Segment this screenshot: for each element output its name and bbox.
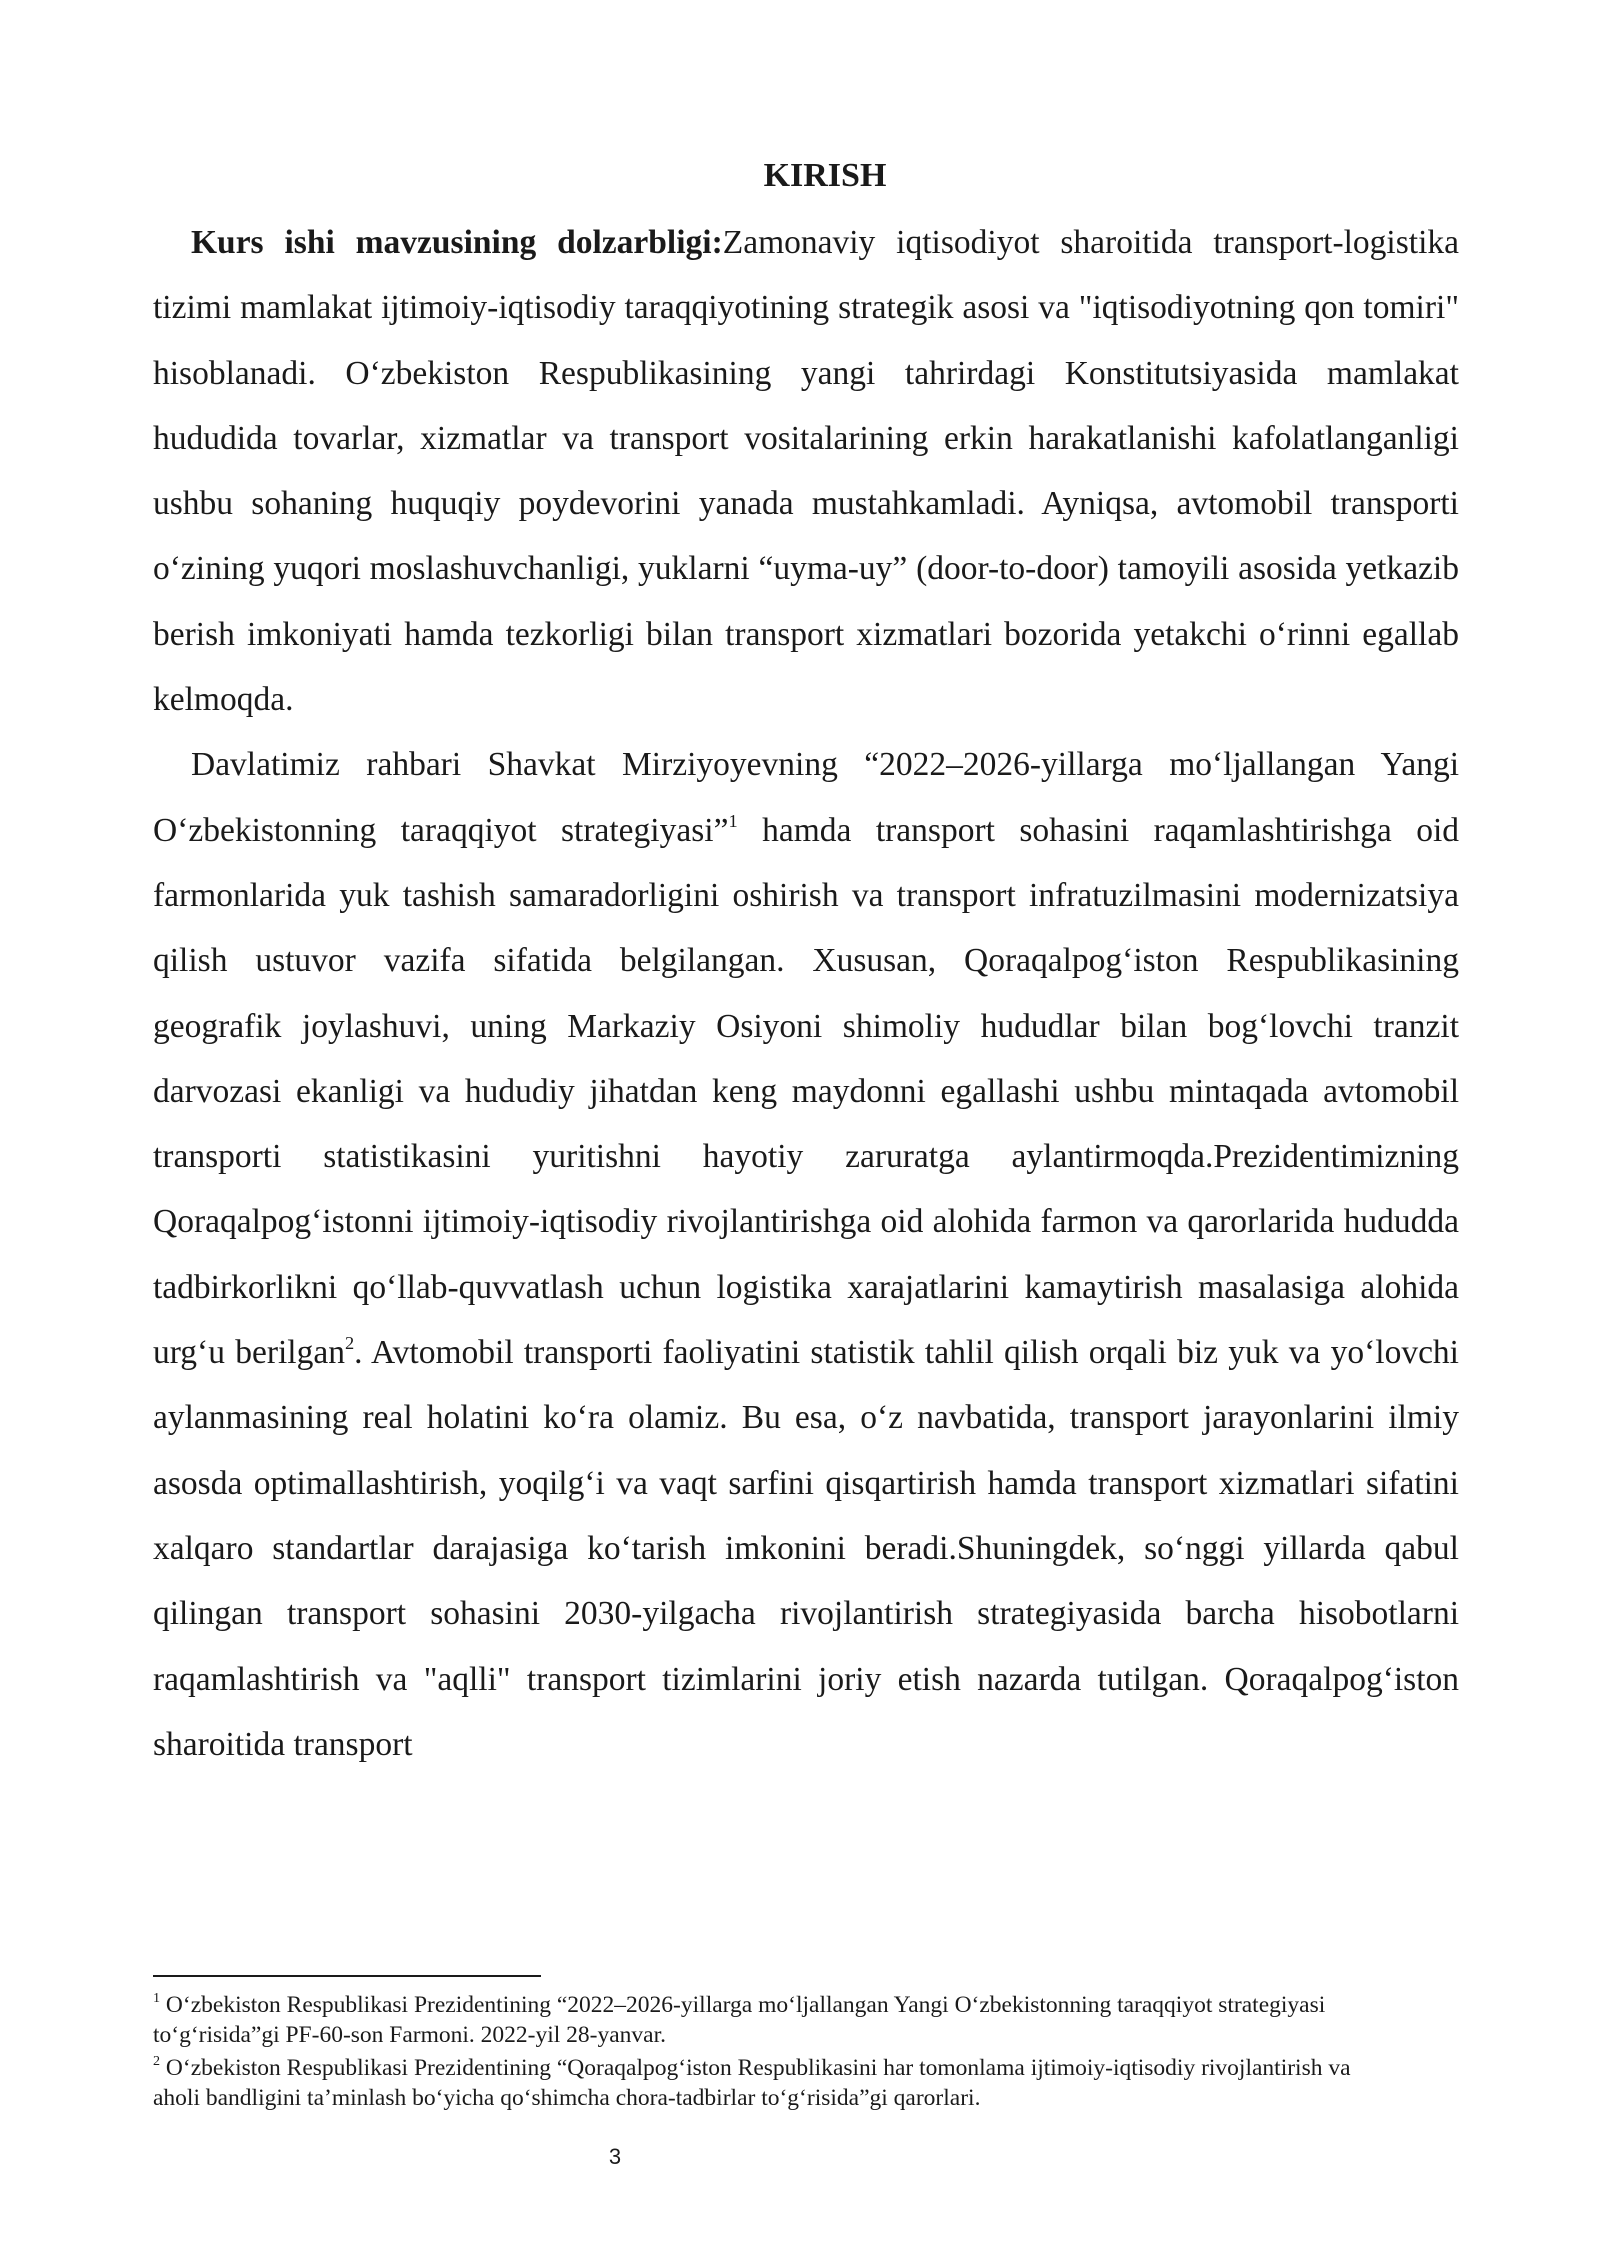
- paragraph-lead: Kurs ishi mavzusining dolzarbligi:: [191, 224, 723, 261]
- footnote-text: O‘zbekiston Respublikasi Prezidentining “2022–2026-yillarga mo‘ljallangan Yangi O‘zbekistonning taraqqiyot strategiyasi to‘g‘risida”gi PF-60-son Farmoni. 2022-yil 28-yanvar.: [153, 1992, 1326, 2048]
- paragraph-strategy: [153, 732, 1459, 1777]
- footnote-1: [153, 1990, 1393, 2050]
- footnote-ref-1[interactable]: 1: [728, 810, 738, 831]
- footnote-2: [153, 2053, 1393, 2113]
- paragraph-text: hamda transport sohasini raqamlashtirishga oid farmonlarida yuk tashish samaradorligini oshirish va transport infratuzilmasini modernizatsiya qilish ustuvor vazifa sifatida belgilangan. Xususan, Qoraqalpog‘iston Respublikasining geografik joylashuvi, uning Markaziy Osiyoni shimoliy hududlar bilan bog‘lovchi tranzit darvozasi ekanligi va hududiy jihatdan keng maydonni egallashi ushbu mintaqada avtomobil transporti statistikasini yuritishni hayotiy zaruratga aylantirmoqda.Prezidentimizning Qoraqalpog‘istonni ijtimoiy-iqtisodiy rivojlantirishga oid alohida farmon va qarorlarida hududda tadbirkorlikni qo‘llab-quvvatlash uchun logistika xarajatlarini kamaytirish masalasiga alohida urg‘u berilgan: [153, 811, 1460, 1372]
- paragraph-text: . Avtomobil transporti faoliyatini statistik tahlil qilish orqali biz yuk va yo‘lovchi aylanmasining real holatini ko‘ra olamiz. Bu esa, o‘z navbatida, transport jarayonlarini ilmiy asosda optimallashtirish, yoqilg‘i va vaqt sarfini qisqartirish hamda transport xizmatlari sifatini xalqaro standartlar darajasiga ko‘tarish imkonini beradi.Shuningdek, so‘nggi yillarda qabul qilingan transport sohasini 2030-yilgacha rivojlantirish strategiyasida barcha hisobotlarni raqamlashtirish va "aqlli" transport tizimlarini joriy etish nazarda tutilgan. Qoraqalpog‘iston sharoitida transport: [153, 1334, 1459, 1763]
- page-number: 3: [608, 2144, 622, 2169]
- footnotes: [153, 1990, 1393, 2116]
- paragraph-text: Zamonaviy iqtisodiyot sharoitida transport-logistika tizimi mamlakat ijtimoiy-iqtisodiy taraqqiyotining strategik asosi va "iqtisodiyotning qon tomiri" hisoblanadi. O‘zbekiston Respublikasining yangi tahrirdagi Konstitutsiyasida mamlakat hududida tovarlar, xizmatlar va transport vositalarining erkin harakatlanishi kafolatlanganligi ushbu sohaning huquqiy poydevorini yanada mustahkamladi. Ayniqsa, avtomobil transporti o‘zining yuqori moslashuvchanligi, yuklarni “uyma-uy” (door-to-door) tamoyili asosida yetkazib berish imkoniyati hamda tezkorligi bilan transport xizmatlari bozorida yetakchi o‘rinni egallab kelmoqda.: [153, 224, 1459, 719]
- footnote-mark: 1: [153, 1990, 161, 2007]
- footnote-ref-2[interactable]: 2: [344, 1333, 355, 1354]
- body-text: [153, 210, 1459, 1777]
- paragraph-text: Davlatimiz rahbari Shavkat Mirziyoyevning “2022–2026-yillarga mo‘ljallangan Yangi O‘zbekistonning taraqqiyot strategiyasi”: [153, 746, 1459, 849]
- section-title: KIRISH: [763, 157, 887, 194]
- footnote-text: O‘zbekiston Respublikasi Prezidentining “Qoraqalpog‘iston Respublikasini har tomonlama ijtimoiy-iqtisodiy rivojlantirish va aholi bandligini ta’minlash bo‘yicha qo‘shimcha chora-tadbirlar to‘g‘risida”gi qarorlari.: [153, 2055, 1351, 2111]
- footnote-mark: 2: [153, 2053, 161, 2070]
- footnote-separator: [153, 1975, 541, 1977]
- paragraph-relevance: [153, 210, 1459, 732]
